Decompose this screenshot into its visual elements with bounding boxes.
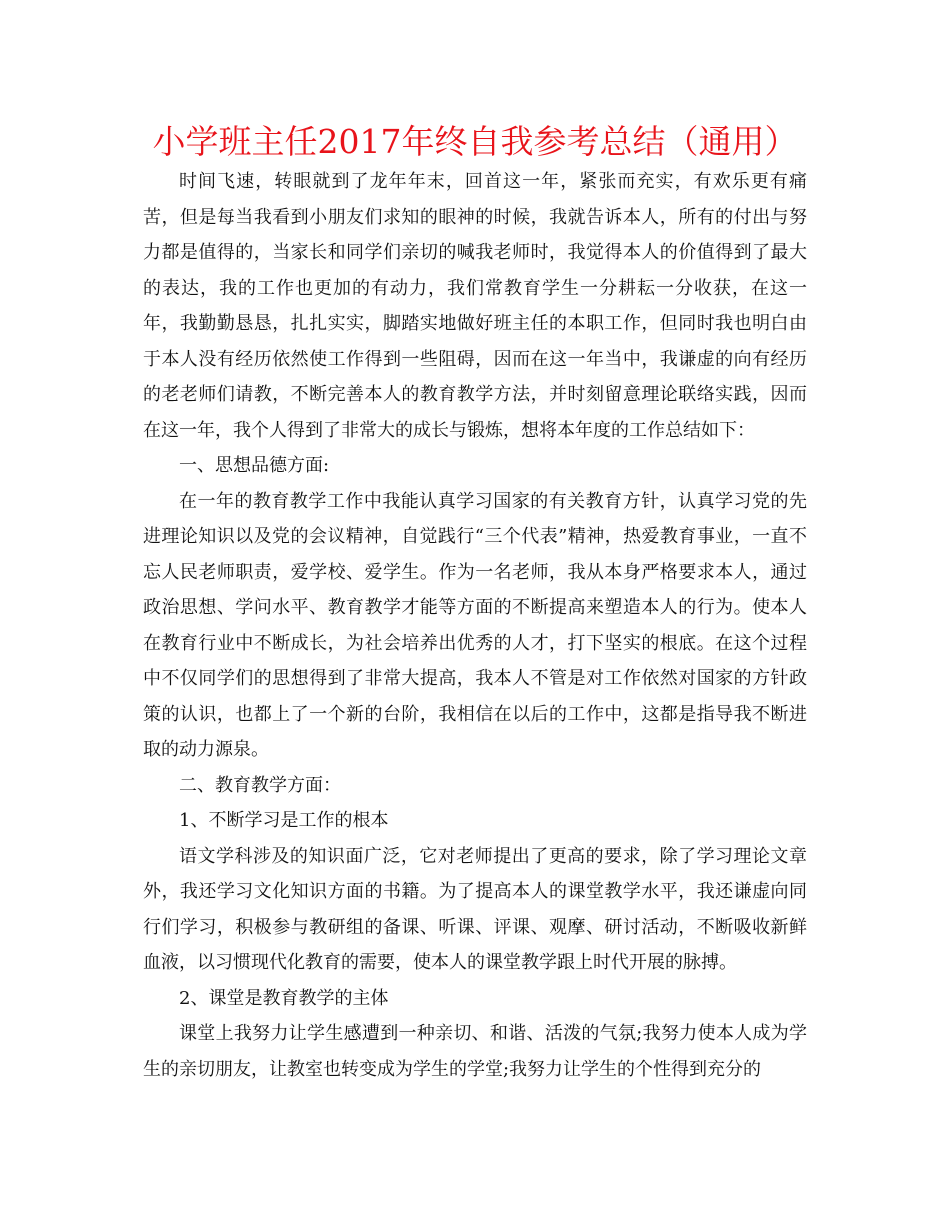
- subheading-classroom: 2、课堂是教育教学的主体: [179, 987, 389, 1009]
- paragraph-learning: 语文学科涉及的知识面广泛，它对老师提出了更高的要求，除了学习理论文章外，我还学习文化知识方面的书籍。为了提高本人的课堂教学水平，我还谦虚向同行们学习，积极参与教研组的备课、听课、评课、观摩、研讨活动，不断吸收新鲜血液，以习惯现代化教育的需要，使本人的课堂教学跟上时代开展的脉搏。: [143, 845, 807, 973]
- paragraph-classroom: 课堂上我努力让学生感遭到一种亲切、和谐、活泼的气氛;我努力使本人成为学生的亲切朋友，让教室也转变成为学生的学堂;我努力让学生的个性得到充分的: [143, 1023, 807, 1080]
- subheading-learning: 1、不断学习是工作的根本: [179, 810, 389, 831]
- paragraph-intro: 时间飞速，转眼就到了龙年年末，回首这一年，紧张而充实，有欢乐更有痛苦，但是每当我看到小朋友们求知的眼神的时候，我就告诉本人，所有的付出与努力都是值得的，当家长和同学们亲切的喊我老师时，我觉得本人的价值得到了最大的表达，我的工作也更加的有动力，我们常教育学生一分耕耘一分收获，在这一年，我勤勤恳恳，扎扎实实，脚踏实地做好班主任的本职工作，但同时我也明白由于本人没有经历依然使工作得到一些阻碍，因而在这一年当中，我谦虚的向有经历的老老师们请教，不断完善本人的教育教学方法，并时刻留意理论联络实践，因而在这一年，我个人得到了非常大的成长与锻炼，想将本年度的工作总结如下：: [143, 171, 807, 441]
- section-heading-teaching: 二、教育教学方面：: [179, 774, 341, 796]
- document-body: [143, 164, 807, 1087]
- section-heading-ideology: 一、思想品德方面:: [179, 455, 330, 476]
- document-title: 小学班主任2017年终自我参考总结（通用）: [152, 122, 798, 161]
- paragraph-ideology: 在一年的教育教学工作中我能认真学习国家的有关教育方针，认真学习党的先进理论知识以及党的会议精神，自觉践行“三个代表”精神，热爱教育事业，一直不忘人民老师职责，爱学校、爱学生。作为一名老师，我从本身严格要求本人，通过政治思想、学问水平、教育教学才能等方面的不断提高来塑造本人的行为。使本人在教育行业中不断成长，为社会培养出优秀的人才，打下坚实的根底。在这个过程中不仅同学们的思想得到了非常大提高，我本人不管是对工作依然对国家的方针政策的认识，也都上了一个新的台阶，我相信在以后的工作中，这都是指导我不断进取的动力源泉。: [143, 490, 807, 760]
